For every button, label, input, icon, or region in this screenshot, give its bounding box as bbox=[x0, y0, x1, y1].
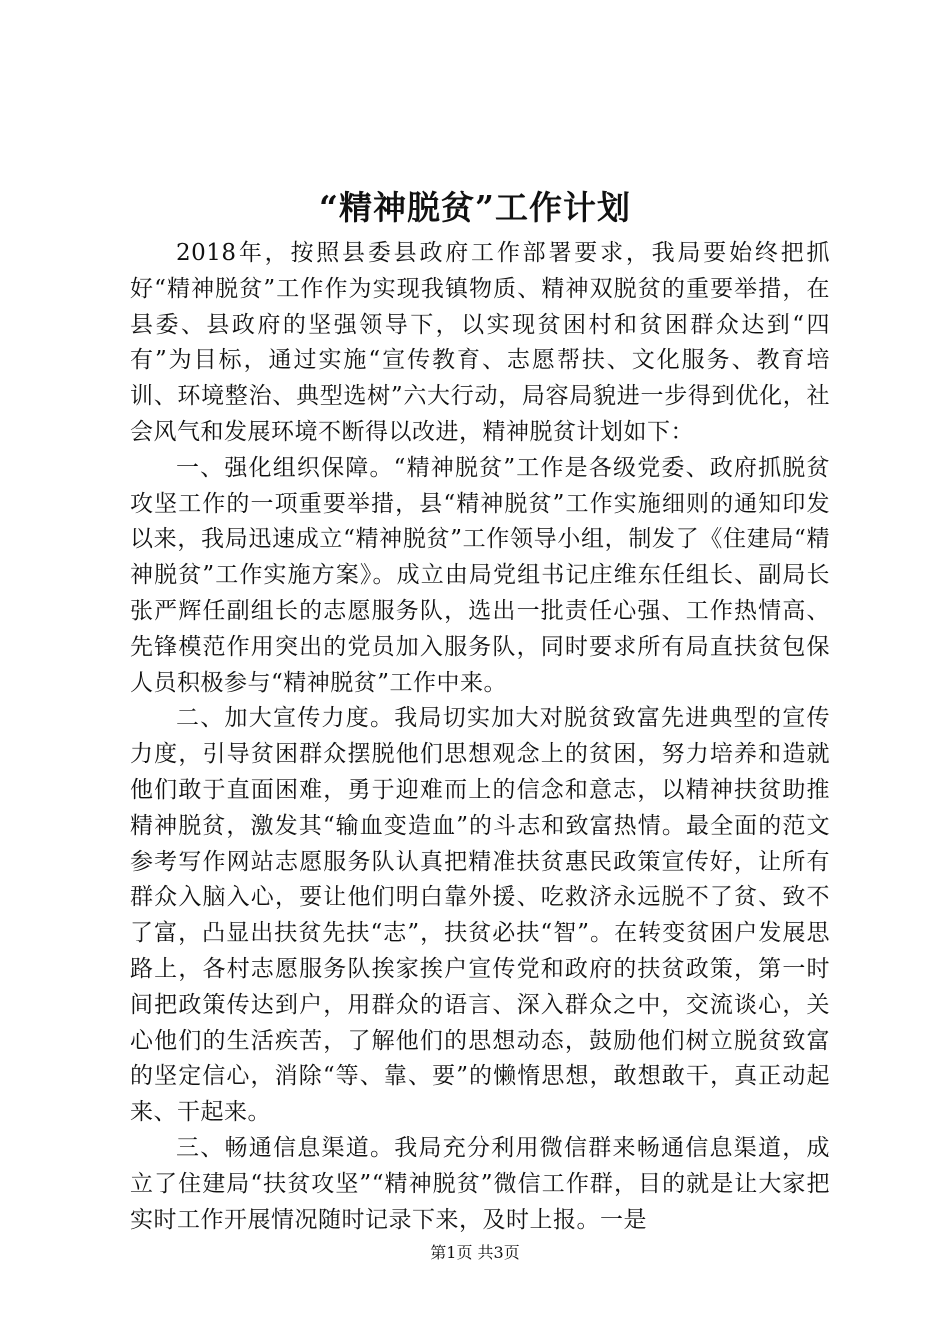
page-number-footer: 第1页 共3页 bbox=[430, 1243, 520, 1262]
document-title: “精神脱贫”工作计划 bbox=[319, 188, 631, 227]
document-body bbox=[130, 236, 830, 1238]
paragraph-information: 三、畅通信息渠道。我局充分利用微信群来畅通信息渠道，成立了住建局“扶贫攻坚”“精神脱贫”微信工作群，目的就是让大家把实时工作开展情况随时记录下来，及时上报。一是 bbox=[130, 1134, 830, 1233]
paragraph-intro: 2018年，按照县委县政府工作部署要求，我局要始终把抓好“精神脱贫”工作作为实现我镇物质、精神双脱贫的重要举措，在县委、县政府的坚强领导下，以实现贫困村和贫困群众达到“四有”为目标，通过实施“宣传教育、志愿帮扶、文化服务、教育培训、环境整治、典型选树”六大行动，局容局貌进一步得到优化，社会风气和发展环境不断得以改进，精神脱贫计划如下： bbox=[130, 240, 830, 445]
paragraph-publicity: 二、加大宣传力度。我局切实加大对脱贫致富先进典型的宣传力度，引导贫困群众摆脱他们思想观念上的贫困，努力培养和造就他们敢于直面困难，勇于迎难而上的信念和意志，以精神扶贫助推精神脱贫，激发其“输血变造血”的斗志和致富热情。最全面的范文参考写作网站志愿服务队认真把精准扶贫惠民政策宣传好，让所有群众入脑入心，要让他们明白靠外援、吃救济永远脱不了贫、致不了富，凸显出扶贫先扶“志”，扶贫必扶“智”。在转变贫困户发展思路上，各村志愿服务队挨家挨户宣传党和政府的扶贫政策，第一时间把政策传达到户，用群众的语言、深入群众之中，交流谈心，关心他们的生活疾苦，了解他们的思想动态，鼓励他们树立脱贫致富的坚定信心，消除“等、靠、要”的懒惰思想，敢想敢干，真正动起来、干起来。 bbox=[130, 705, 830, 1126]
paragraph-organization: 一、强化组织保障。“精神脱贫”工作是各级党委、政府抓脱贫攻坚工作的一项重要举措，县“精神脱贫”工作实施细则的通知印发以来，我局迅速成立“精神脱贫”工作领导小组，制发了《住建局“精神脱贫”工作实施方案》。成立由局党组书记庄维东任组长、副局长张严辉任副组长的志愿服务队，选出一批责任心强、工作热情高、先锋模范作用突出的党员加入服务队，同时要求所有局直扶贫包保人员积极参与“精神脱贫”工作中来。 bbox=[130, 454, 830, 696]
